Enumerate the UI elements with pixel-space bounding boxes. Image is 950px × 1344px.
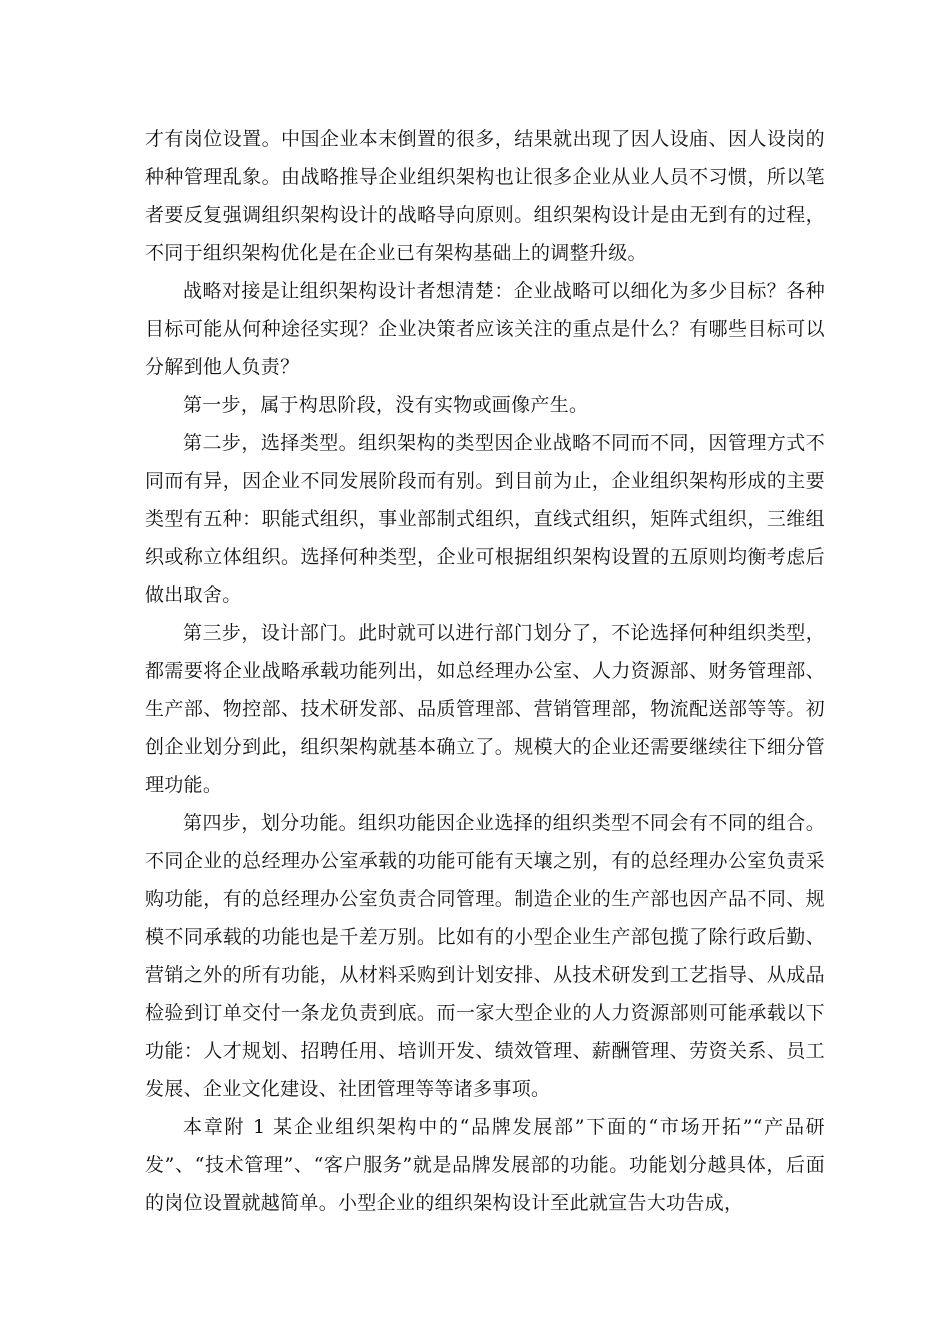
document-body (145, 120, 825, 1222)
paragraph-7: 本章附 1 某企业组织架构中的“品牌发展部”下面的“市场开拓”“产品研发”、“技术管理”、“客户服务”就是品牌发展部的功能。功能划分越具体，后面的岗位设置就越简单。小型企业的组织架构设计至此就宣告大功告成， (145, 1116, 825, 1214)
paragraph-2: 战略对接是让组织架构设计者想清楚：企业战略可以细化为多少目标？各种目标可能从何种途径实现？企业决策者应该关注的重点是什么？有哪些目标可以分解到他人负责？ (145, 280, 825, 378)
paragraph-1: 才有岗位设置。中国企业本末倒置的很多，结果就出现了因人设庙、因人设岗的种种管理乱象。由战略推导企业组织架构也让很多企业从业人员不习惯，所以笔者要反复强调组织架构设计的战略导向原则。组织架构设计是由无到有的过程，不同于组织架构优化是在企业已有架构基础上的调整升级。 (145, 128, 825, 264)
paragraph-5: 第三步，设计部门。此时就可以进行部门划分了，不论选择何种组织类型，都需要将企业战略承载功能列出，如总经理办公室、人力资源部、财务管理部、生产部、物控部、技术研发部、品质管理部、营销管理部，物流配送部等等。初创企业划分到此，组织架构就基本确立了。规模大的企业还需要继续往下细分管理功能。 (145, 622, 825, 796)
paragraph-6: 第四步，划分功能。组织功能因企业选择的组织类型不同会有不同的组合。不同企业的总经理办公室承载的功能可能有天壤之别，有的总经理办公室负责采购功能，有的总经理办公室负责合同管理。制造企业的生产部也因产品不同、规模不同承载的功能也是千差万别。比如有的小型企业生产部包揽了除行政后勤、营销之外的所有功能，从材料采购到计划安排、从技术研发到工艺指导、从成品检验到订单交付一条龙负责到底。而一家大型企业的人力资源部则可能承载以下功能：人才规划、招聘任用、培训开发、绩效管理、薪酬管理、劳资关系、员工发展、企业文化建设、社团管理等等诸多事项。 (145, 812, 825, 1100)
paragraph-4: 第二步，选择类型。组织架构的类型因企业战略不同而不同，因管理方式不同而有异，因企业不同发展阶段而有别。到目前为止，企业组织架构形成的主要类型有五种：职能式组织，事业部制式组织，直线式组织，矩阵式组织，三维组织或称立体组织。选择何种类型，企业可根据组织架构设置的五原则均衡考虑后做出取舍。 (145, 432, 825, 606)
paragraph-3: 第一步，属于构思阶段，没有实物或画像产生。 (183, 394, 589, 416)
